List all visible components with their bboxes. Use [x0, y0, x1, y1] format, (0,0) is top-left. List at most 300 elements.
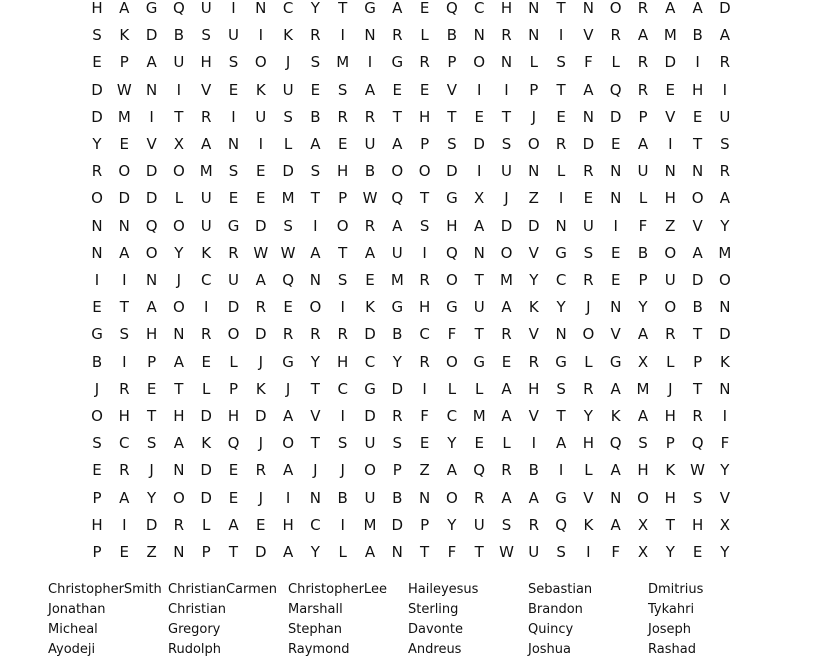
grid-letter: S — [638, 434, 648, 453]
grid-letter: U — [228, 26, 239, 45]
grid-letter: M — [718, 243, 732, 262]
grid-letter: R — [528, 515, 540, 534]
grid-letter: O — [145, 243, 158, 262]
word-list-item: Christian — [168, 602, 226, 617]
grid-letter: I — [367, 53, 373, 72]
grid-letter: N — [91, 216, 103, 235]
grid-letter: C — [555, 271, 567, 289]
grid-letter: R — [719, 53, 731, 72]
grid-letter: Y — [447, 434, 457, 453]
grid-letter: Y — [310, 543, 320, 561]
grid-letter: Y — [92, 135, 102, 153]
grid-letter: N — [691, 162, 704, 181]
grid-letter: A — [637, 325, 649, 344]
grid-letter: T — [174, 379, 184, 398]
grid-letter: A — [392, 0, 403, 17]
grid-letter: P — [447, 53, 457, 72]
grid-letter: Y — [447, 515, 457, 534]
word-list-item: Tykahri — [648, 602, 695, 617]
grid-letter: S — [583, 243, 594, 262]
grid-letter: E — [228, 189, 239, 208]
grid-letter: J — [258, 434, 264, 453]
grid-letter: H — [446, 216, 458, 235]
grid-letter: M — [663, 26, 677, 45]
grid-letter: S — [337, 434, 348, 453]
grid-letter: S — [720, 135, 730, 153]
grid-letter: K — [719, 352, 730, 371]
grid-letter: K — [583, 515, 594, 534]
grid-letter: P — [92, 543, 102, 561]
grid-letter: V — [201, 80, 212, 99]
grid-letter: A — [392, 135, 403, 153]
grid-letter: R — [583, 379, 594, 398]
grid-letter: G — [446, 298, 458, 317]
grid-letter: R — [337, 325, 348, 344]
grid-letter: N — [118, 216, 130, 235]
grid-letter: J — [258, 352, 264, 371]
grid-letter: Y — [174, 243, 184, 262]
grid-letter: A — [446, 461, 458, 480]
grid-letter: J — [285, 53, 291, 72]
grid-letter: H — [91, 0, 103, 17]
grid-letter: S — [201, 26, 211, 45]
grid-letter: L — [202, 515, 211, 534]
grid-letter: S — [419, 216, 430, 235]
grid-letter: P — [420, 515, 430, 534]
grid-letter: B — [692, 26, 703, 45]
grid-letter: V — [446, 80, 458, 99]
grid-letter: T — [420, 189, 430, 208]
grid-letter: J — [94, 379, 100, 398]
grid-letter: T — [338, 0, 348, 17]
grid-letter: Q — [227, 434, 240, 453]
grid-letter: A — [282, 461, 294, 480]
grid-letter: A — [555, 434, 567, 453]
grid-letter: A — [501, 488, 512, 507]
grid-letter: U — [582, 216, 594, 235]
grid-letter: R — [310, 325, 321, 344]
grid-letter: O — [227, 325, 240, 344]
grid-letter: O — [637, 488, 649, 507]
grid-letter: D — [200, 407, 212, 425]
grid-letter: E — [419, 80, 430, 99]
grid-letter: E — [228, 80, 239, 99]
grid-letter: C — [119, 434, 130, 453]
grid-letter: T — [310, 379, 320, 398]
grid-letter: Q — [445, 243, 458, 262]
grid-letter: J — [258, 488, 264, 507]
grid-letter: S — [556, 379, 566, 398]
grid-letter: U — [364, 488, 376, 507]
grid-letter: I — [122, 271, 127, 289]
word-list-item: Sebastian — [528, 582, 593, 597]
grid-letter: R — [419, 53, 430, 72]
grid-letter: L — [584, 461, 593, 480]
grid-letter: I — [476, 162, 482, 181]
word-list-item: Raymond — [288, 642, 350, 657]
grid-letter: E — [92, 461, 102, 480]
grid-letter: X — [637, 352, 649, 371]
grid-letter: U — [528, 543, 540, 561]
grid-letter: N — [528, 26, 540, 45]
grid-letter: H — [173, 407, 185, 425]
grid-letter: V — [665, 107, 676, 126]
grid-letter: W — [690, 461, 706, 480]
grid-letter: N — [255, 0, 267, 17]
grid-letter: N — [91, 243, 103, 262]
grid-letter: B — [173, 26, 185, 45]
grid-letter: B — [310, 107, 321, 126]
grid-letter: P — [665, 434, 675, 453]
grid-letter: G — [555, 488, 567, 507]
grid-letter: P — [420, 135, 430, 153]
grid-letter: G — [555, 352, 567, 371]
grid-letter: A — [119, 0, 130, 17]
grid-letter: W — [253, 243, 269, 262]
grid-letter: M — [117, 107, 131, 126]
grid-letter: C — [200, 271, 212, 289]
grid-letter: R — [91, 162, 103, 181]
grid-letter: R — [583, 162, 594, 181]
grid-letter: E — [610, 271, 621, 289]
grid-letter: A — [310, 243, 321, 262]
grid-letter: H — [282, 515, 294, 534]
grid-letter: N — [309, 271, 321, 289]
grid-letter: O — [473, 53, 486, 72]
grid-letter: N — [610, 162, 622, 181]
grid-letter: K — [610, 407, 621, 425]
grid-letter: N — [610, 298, 622, 317]
grid-letter: U — [200, 0, 212, 17]
grid-letter: J — [149, 461, 154, 480]
word-list-item: Brandon — [528, 602, 583, 617]
grid-letter: K — [201, 243, 212, 262]
grid-letter: Z — [528, 189, 539, 208]
grid-letter: H — [664, 189, 676, 208]
grid-letter: R — [637, 53, 649, 72]
grid-letter: O — [527, 135, 540, 153]
word-list-item: Andreus — [408, 642, 462, 657]
grid-letter: U — [282, 80, 294, 99]
grid-letter: R — [419, 271, 430, 289]
grid-letter: O — [172, 298, 185, 317]
grid-letter: A — [255, 271, 266, 289]
grid-letter: Z — [665, 216, 676, 235]
grid-letter: S — [92, 26, 102, 45]
grid-letter: N — [173, 543, 185, 561]
grid-letter: U — [364, 434, 376, 453]
grid-letter: R — [392, 26, 403, 45]
grid-letter: E — [256, 162, 266, 181]
grid-letter: L — [338, 543, 347, 561]
grid-letter: A — [173, 352, 185, 371]
grid-letter: A — [665, 0, 676, 17]
grid-letter: I — [586, 543, 591, 561]
grid-letter: D — [91, 80, 103, 99]
grid-letter: B — [364, 162, 376, 181]
grid-letter: S — [228, 53, 239, 72]
grid-letter: A — [282, 543, 294, 561]
grid-letter: T — [447, 107, 457, 126]
grid-letter: P — [529, 80, 539, 99]
grid-letter: L — [229, 352, 238, 371]
grid-letter: T — [693, 379, 703, 398]
grid-letter: H — [337, 352, 349, 371]
grid-letter: E — [610, 243, 621, 262]
grid-letter: N — [173, 461, 185, 480]
grid-letter: R — [555, 135, 567, 153]
grid-letter: A — [501, 298, 512, 317]
grid-letter: O — [391, 162, 404, 181]
grid-letter: E — [256, 189, 266, 208]
grid-letter: D — [609, 107, 622, 126]
grid-letter: S — [392, 434, 403, 453]
grid-letter: I — [258, 26, 264, 45]
grid-letter: I — [258, 135, 264, 153]
grid-letter: G — [555, 243, 567, 262]
grid-letter: O — [282, 434, 294, 453]
grid-letter: G — [91, 325, 103, 344]
grid-letter: M — [281, 189, 295, 208]
grid-letter: M — [500, 271, 513, 289]
grid-letter: Y — [720, 461, 730, 480]
grid-letter: B — [91, 352, 103, 371]
grid-letter: L — [502, 434, 511, 453]
grid-letter: R — [501, 26, 512, 45]
grid-letter: S — [692, 488, 703, 507]
grid-letter: P — [119, 53, 129, 72]
grid-letter: N — [555, 216, 567, 235]
grid-letter: L — [529, 53, 538, 72]
grid-letter: A — [583, 80, 594, 99]
grid-letter: D — [255, 216, 267, 235]
grid-letter: V — [528, 407, 539, 425]
word-list-item: Dmitrius — [648, 582, 704, 597]
grid-letter: O — [309, 298, 322, 317]
grid-letter: T — [474, 325, 484, 344]
grid-letter: U — [473, 298, 485, 317]
grid-letter: A — [173, 434, 185, 453]
grid-letter: R — [583, 271, 594, 289]
grid-letter: A — [610, 379, 621, 398]
grid-letter: H — [637, 461, 649, 480]
grid-letter: N — [418, 488, 431, 507]
grid-letter: H — [337, 162, 349, 181]
grid-letter: M — [336, 53, 350, 72]
grid-letter: N — [500, 53, 513, 72]
grid-letter: I — [340, 298, 345, 317]
grid-letter: R — [364, 107, 376, 126]
grid-letter: I — [203, 298, 209, 317]
grid-letter: E — [419, 434, 430, 453]
grid-letter: D — [91, 107, 103, 126]
grid-letter: D — [473, 135, 485, 153]
grid-letter: H — [664, 407, 676, 425]
grid-letter: U — [173, 53, 185, 72]
grid-letter: M — [636, 379, 650, 398]
grid-letter: F — [584, 53, 593, 72]
grid-letter: H — [227, 407, 240, 425]
grid-letter: E — [337, 135, 348, 153]
grid-letter: E — [228, 461, 239, 480]
grid-letter: A — [146, 53, 157, 72]
grid-letter: I — [94, 271, 100, 289]
grid-letter: J — [586, 298, 591, 317]
grid-letter: I — [149, 107, 154, 126]
grid-letter: K — [283, 26, 294, 45]
grid-letter: L — [420, 26, 429, 45]
grid-letter: Y — [720, 543, 730, 561]
grid-letter: P — [338, 189, 348, 208]
grid-letter: B — [337, 488, 348, 507]
grid-letter: K — [665, 461, 676, 480]
grid-letter: T — [119, 298, 129, 317]
grid-letter: Y — [720, 216, 730, 235]
grid-letter: S — [556, 53, 566, 72]
grid-letter: E — [692, 543, 703, 561]
grid-letter: N — [173, 325, 185, 344]
grid-letter: O — [172, 162, 185, 181]
grid-letter: O — [172, 216, 185, 235]
grid-letter: J — [531, 107, 537, 126]
grid-letter: R — [610, 26, 621, 45]
grid-letter: H — [91, 515, 103, 534]
grid-letter: I — [340, 515, 345, 534]
grid-letter: N — [145, 80, 158, 99]
grid-letter: I — [558, 461, 564, 480]
grid-letter: A — [228, 515, 239, 534]
grid-letter: E — [474, 107, 484, 126]
grid-letter: O — [91, 407, 103, 425]
grid-letter: O — [664, 243, 677, 262]
grid-letter: Q — [445, 0, 458, 17]
grid-letter: N — [664, 162, 676, 181]
grid-letter: S — [501, 515, 512, 534]
word-list-item: Quincy — [528, 622, 574, 637]
grid-letter: P — [92, 488, 102, 507]
grid-letter: Y — [665, 543, 675, 561]
grid-letter: V — [719, 488, 731, 507]
grid-letter: A — [528, 488, 539, 507]
grid-letter: D — [446, 162, 458, 181]
grid-letter: X — [173, 135, 185, 153]
grid-letter: H — [691, 515, 704, 534]
grid-letter: I — [285, 488, 291, 507]
word-list-item: Rudolph — [168, 642, 221, 657]
grid-letter: I — [668, 135, 673, 153]
grid-letter: N — [610, 189, 622, 208]
grid-letter: I — [422, 379, 427, 398]
grid-letter: T — [693, 325, 703, 344]
grid-letter: E — [119, 543, 130, 561]
grid-letter: I — [613, 216, 618, 235]
word-list-item: Micheal — [48, 622, 98, 637]
grid-letter: B — [392, 325, 403, 344]
word-list-item: Marshall — [288, 602, 343, 617]
grid-letter: L — [556, 162, 566, 181]
grid-letter: D — [118, 189, 131, 208]
grid-letter: E — [92, 53, 102, 72]
word-list-item: Ayodeji — [48, 642, 96, 657]
grid-letter: A — [146, 298, 157, 317]
grid-letter: X — [474, 189, 485, 208]
grid-letter: H — [418, 298, 431, 317]
grid-letter: S — [310, 162, 321, 181]
grid-letter: U — [664, 271, 676, 289]
grid-letter: P — [392, 461, 402, 480]
word-list-item: Davonte — [408, 622, 463, 637]
grid-letter: J — [285, 379, 291, 398]
grid-letter: A — [692, 0, 703, 17]
grid-letter: P — [638, 107, 648, 126]
grid-letter: X — [719, 515, 731, 534]
grid-letter: O — [582, 325, 595, 344]
grid-letter: G — [473, 352, 485, 371]
grid-letter: D — [227, 298, 240, 317]
grid-letter: T — [556, 80, 566, 99]
grid-letter: R — [637, 0, 649, 17]
grid-letter: R — [501, 325, 512, 344]
grid-letter: R — [364, 216, 376, 235]
grid-letter: O — [445, 488, 458, 507]
grid-letter: T — [474, 271, 484, 289]
grid-letter: I — [340, 407, 345, 425]
grid-letter: G — [227, 216, 240, 235]
grid-letter: U — [200, 189, 212, 208]
grid-letter: K — [201, 434, 212, 453]
word-list-item: ChristopherLee — [288, 582, 387, 597]
grid-letter: V — [692, 216, 703, 235]
grid-letter: G — [609, 352, 622, 371]
grid-letter: A — [719, 189, 731, 208]
grid-letter: A — [201, 135, 212, 153]
grid-letter: O — [445, 271, 458, 289]
grid-letter: E — [92, 298, 102, 317]
grid-letter: D — [719, 0, 731, 17]
grid-letter: C — [337, 379, 348, 398]
grid-letter: F — [447, 325, 457, 344]
grid-letter: Q — [609, 434, 622, 453]
grid-letter: A — [637, 135, 649, 153]
grid-letter: Y — [392, 352, 402, 371]
grid-letter: R — [255, 298, 267, 317]
grid-letter: R — [310, 26, 321, 45]
grid-letter: K — [119, 26, 130, 45]
grid-letter: H — [145, 325, 158, 344]
grid-letter: R — [282, 325, 294, 344]
grid-letter: A — [119, 488, 130, 507]
grid-letter: R — [337, 107, 348, 126]
grid-letter: O — [691, 189, 704, 208]
grid-letter: G — [391, 298, 404, 317]
grid-letter: A — [474, 216, 485, 235]
grid-letter: U — [473, 515, 485, 534]
grid-letter: V — [583, 488, 594, 507]
word-list-item: Sterling — [408, 602, 459, 617]
grid-letter: S — [119, 325, 130, 344]
grid-letter: H — [200, 53, 212, 72]
grid-letter: G — [145, 0, 158, 17]
grid-letter: L — [202, 379, 211, 398]
grid-letter: A — [610, 461, 621, 480]
grid-letter: O — [609, 0, 622, 17]
grid-letter: U — [228, 271, 239, 289]
grid-letter: Y — [638, 298, 648, 317]
grid-letter: C — [473, 0, 485, 17]
grid-letter: H — [118, 407, 130, 425]
grid-letter: G — [391, 53, 404, 72]
grid-letter: D — [364, 325, 376, 344]
